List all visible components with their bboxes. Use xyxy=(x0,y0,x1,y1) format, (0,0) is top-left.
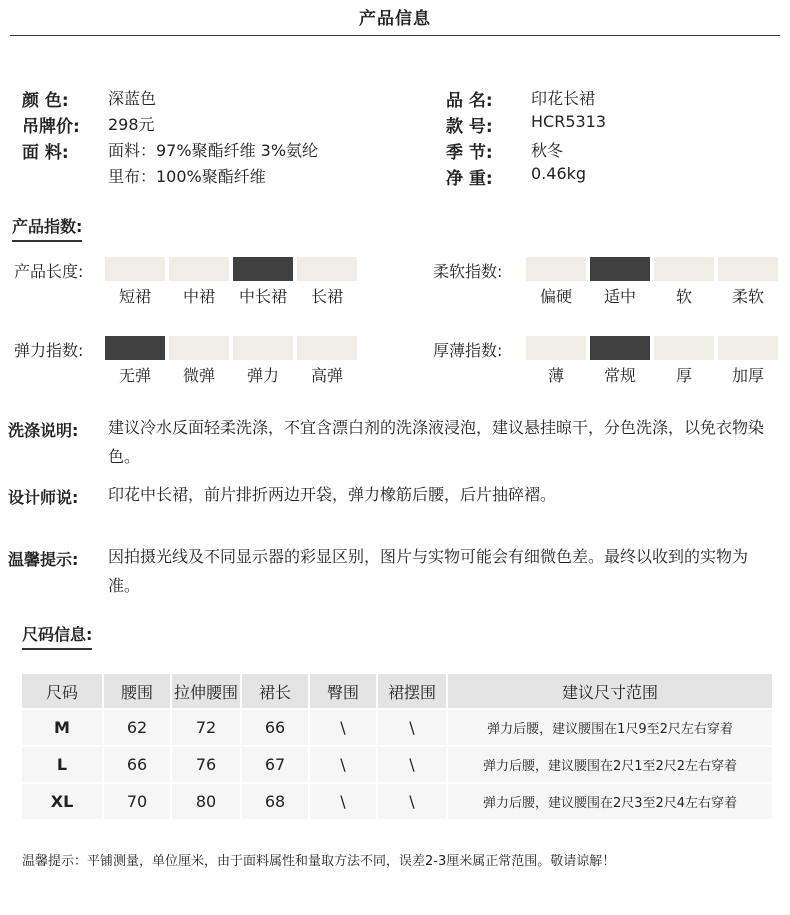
index-cell xyxy=(105,336,165,360)
header-waist: 腰围 xyxy=(104,674,170,708)
cell-length: 68 xyxy=(242,784,308,819)
index-option-label: 薄 xyxy=(547,366,564,385)
index-cell xyxy=(590,336,650,360)
cell-stretch-waist: 80 xyxy=(172,784,240,819)
index-cell xyxy=(718,257,778,281)
index-cell xyxy=(590,257,650,281)
info-label-name: 品 名: xyxy=(446,91,493,111)
index-cell xyxy=(233,257,293,281)
info-value-color: 深蓝色 xyxy=(108,89,157,108)
page-title: 产品信息 xyxy=(359,9,431,29)
cell-size: M xyxy=(22,710,102,745)
index-option-label: 长裙 xyxy=(310,287,343,306)
info-value-lining: 里布：100%聚酯纤维 xyxy=(108,167,266,186)
table-row xyxy=(22,784,772,819)
header-stretch-waist: 拉伸腰围 xyxy=(172,674,240,708)
cell-length: 67 xyxy=(242,747,308,782)
index-cell xyxy=(105,257,165,281)
cell-recommended-range: 弹力后腰，建议腰围在2尺1至2尺2左右穿着 xyxy=(448,747,772,782)
header-hip: 臀围 xyxy=(310,674,376,708)
index-option-label: 微弹 xyxy=(182,366,215,385)
footer-note: 温馨提示：平铺测量，单位厘米，由于面料属性和量取方法不同，误差2-3厘米属正常范围。敬请谅解！ xyxy=(22,854,616,869)
info-label-style-no: 款 号: xyxy=(446,117,493,137)
designer-note-label: 设计师说: xyxy=(8,488,79,507)
wash-instructions-label: 洗涤说明: xyxy=(8,421,79,440)
index-cell xyxy=(526,257,586,281)
cell-recommended-range: 弹力后腰，建议腰围在2尺3至2尺4左右穿着 xyxy=(448,784,772,819)
info-label-color: 颜 色: xyxy=(22,91,69,111)
index-option-label: 高弹 xyxy=(310,366,343,385)
cell-length: 66 xyxy=(242,710,308,745)
cell-stretch-waist: 72 xyxy=(172,710,240,745)
cell-hem: \ xyxy=(378,710,446,745)
designer-note-text: 印花中长裙，前片排折两边开袋，弹力橡筋后腰，后片抽碎褶。 xyxy=(108,485,557,504)
index-label-softness: 柔软指数: xyxy=(433,262,503,281)
cell-waist: 70 xyxy=(104,784,170,819)
index-option-label: 弹力 xyxy=(246,366,279,385)
cell-hip: \ xyxy=(310,710,376,745)
index-label-elasticity: 弹力指数: xyxy=(14,341,84,360)
info-value-name: 印花长裙 xyxy=(531,89,596,108)
cell-size: L xyxy=(22,747,102,782)
index-label-length: 产品长度: xyxy=(14,262,84,281)
info-label-season: 季 节: xyxy=(446,143,493,163)
tip-label: 温馨提示: xyxy=(8,550,79,569)
info-label-price: 吊牌价: xyxy=(22,117,80,137)
index-option-label: 无弹 xyxy=(118,366,151,385)
header-recommended-range: 建议尺寸范围 xyxy=(448,674,772,708)
index-cell xyxy=(169,336,229,360)
size-table xyxy=(20,672,774,821)
indices-heading: 产品指数: xyxy=(12,214,82,242)
header-size: 尺码 xyxy=(22,674,102,708)
cell-hem: \ xyxy=(378,747,446,782)
index-cell xyxy=(169,257,229,281)
header-hem: 裙摆围 xyxy=(378,674,446,708)
info-value-price: 298元 xyxy=(108,115,155,134)
index-cell xyxy=(718,336,778,360)
cell-size: XL xyxy=(22,784,102,819)
index-option-label: 常规 xyxy=(603,366,636,385)
wash-instructions-text: 建议冷水反面轻柔洗涤，不宜含漂白剂的洗涤液浸泡，建议悬挂晾干，分色洗涤，以免衣物染色。 xyxy=(108,418,765,466)
cell-hip: \ xyxy=(310,747,376,782)
info-value-season: 秋冬 xyxy=(531,141,564,160)
index-option-label: 厚 xyxy=(675,366,692,385)
cell-hem: \ xyxy=(378,784,446,819)
index-option-label: 中裙 xyxy=(182,287,215,306)
cell-waist: 66 xyxy=(104,747,170,782)
table-row xyxy=(22,747,772,782)
table-row xyxy=(22,710,772,745)
info-label-fabric: 面 料: xyxy=(22,143,69,163)
index-option-label: 加厚 xyxy=(731,366,764,385)
index-cell xyxy=(654,336,714,360)
info-value-style-no: HCR5313 xyxy=(531,112,607,131)
index-option-label: 适中 xyxy=(603,287,636,306)
info-value-fabric: 面料：97%聚酯纤维 3%氨纶 xyxy=(108,141,319,160)
size-heading: 尺码信息: xyxy=(22,622,92,650)
index-cell xyxy=(297,336,357,360)
index-option-label: 软 xyxy=(675,287,692,306)
index-option-label: 偏硬 xyxy=(539,287,572,306)
index-label-thickness: 厚薄指数: xyxy=(433,341,503,360)
index-cell xyxy=(233,336,293,360)
cell-hip: \ xyxy=(310,784,376,819)
cell-recommended-range: 弹力后腰，建议腰围在1尺9至2尺左右穿着 xyxy=(448,710,772,745)
cell-stretch-waist: 76 xyxy=(172,747,240,782)
header-length: 裙长 xyxy=(242,674,308,708)
info-value-weight: 0.46kg xyxy=(531,164,587,183)
tip-text: 因拍摄光线及不同显示器的彩显区别，图片与实物可能会有细微色差。最终以收到的实物为准。 xyxy=(108,547,749,595)
index-option-label: 柔软 xyxy=(731,287,764,306)
index-cell xyxy=(526,336,586,360)
size-table-header-row xyxy=(22,674,772,708)
info-label-weight: 净 重: xyxy=(446,169,493,189)
cell-waist: 62 xyxy=(104,710,170,745)
index-cell xyxy=(654,257,714,281)
index-cell xyxy=(297,257,357,281)
index-option-label: 短裙 xyxy=(118,287,151,306)
index-option-label: 中长裙 xyxy=(238,287,287,306)
title-divider xyxy=(10,35,780,36)
